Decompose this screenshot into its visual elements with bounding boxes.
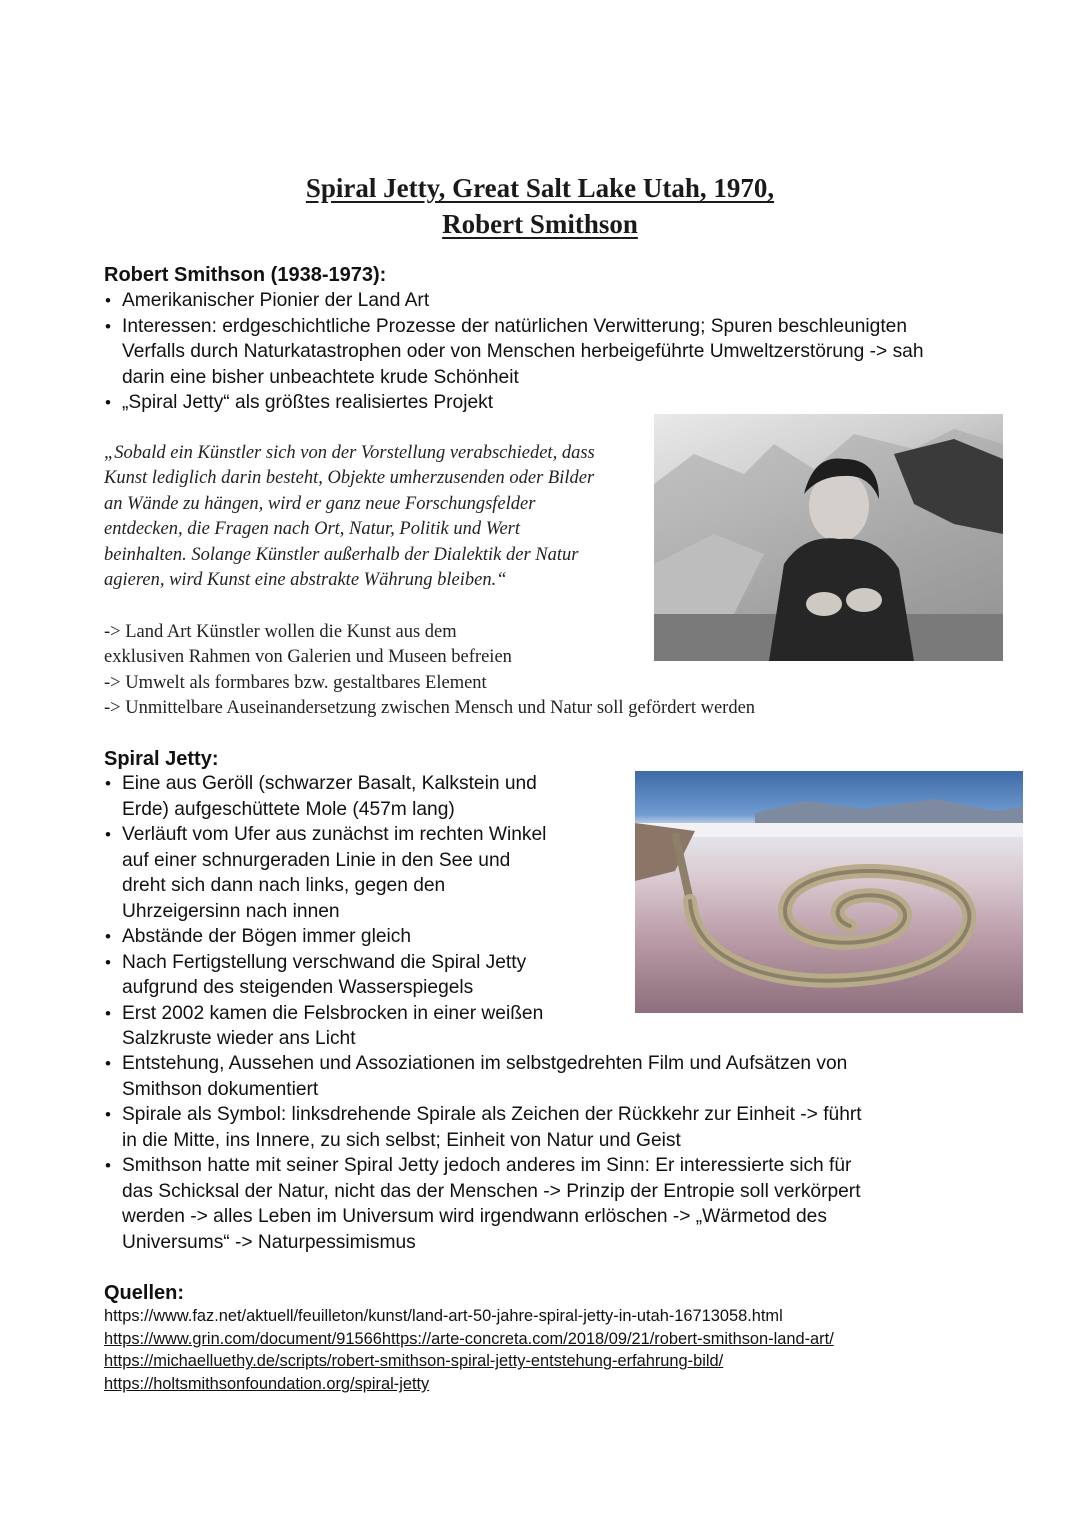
quote-line: agieren, wird Kunst eine abstrakte Währung bleiben.“ <box>104 570 507 591</box>
list-item <box>104 1001 624 1052</box>
list-item <box>104 1051 974 1102</box>
section-heading-spiral-jetty: Spiral Jetty: <box>104 748 219 770</box>
smithson-quote <box>104 441 624 593</box>
arrow-line: -> Umwelt als formbares bzw. gestaltbares Element <box>104 672 487 693</box>
list-item-line: • Spirale als Symbol: linksdrehende Spirale als Zeichen der Rückkehr zur Einheit -> führt <box>122 1104 862 1125</box>
document-title <box>0 170 1080 242</box>
list-item-line: das Schicksal der Natur, nicht das der Menschen -> Prinzip der Entropie soll verkörpert <box>122 1180 861 1202</box>
source-link[interactable]: https://www.grin.com/document/91566https://arte-concreta.com/2018/09/21/robert-smithson-land-art/ <box>104 1329 834 1348</box>
title-line-1: Spiral Jetty, Great Salt Lake Utah, 1970, <box>305 173 775 203</box>
list-item-line: in die Mitte, ins Innere, zu sich selbst; Einheit von Natur und Geist <box>122 1129 681 1151</box>
list-item: • „Spiral Jetty“ als größtes realisiertes Projekt <box>104 390 954 416</box>
source-link[interactable]: https://www.faz.net/aktuell/feuilleton/kunst/land-art-50-jahre-spiral-jetty-in-utah-16713058.html <box>104 1307 783 1325</box>
list-item-line: aufgrund des steigenden Wasserspiegels <box>122 977 474 998</box>
quote-line: „Sobald ein Künstler sich von der Vorstellung verabschiedet, dass <box>104 443 595 463</box>
section-heading-sources: Quellen: <box>104 1282 185 1304</box>
quote-line: an Wände zu hängen, wird er ganz neue Forschungsfelder <box>104 493 536 514</box>
list-item-line: auf einer schnurgeraden Linie in den See und <box>122 849 511 871</box>
quote-line: entdecken, die Fragen nach Ort, Natur, Politik und Wert <box>104 519 521 540</box>
list-item-line: • Erst 2002 kamen die Felsbrocken in einer weißen <box>122 1002 544 1024</box>
list-item-line: • Nach Fertigstellung verschwand die Spiral Jetty <box>122 951 527 973</box>
list-item <box>104 924 624 950</box>
source-link[interactable]: https://holtsmithsonfoundation.org/spiral-jetty <box>104 1375 430 1394</box>
list-item-line: werden -> alles Leben im Universum wird irgendwann erlöschen -> „Wärmetod des <box>122 1206 827 1227</box>
list-item <box>104 822 624 924</box>
source-link[interactable]: https://michaelluethy.de/scripts/robert-smithson-spiral-jetty-entstehung-erfahrung-bild/ <box>104 1352 724 1371</box>
list-item <box>104 950 624 1001</box>
sources-list <box>104 1305 834 1396</box>
list-item-line: Salzkruste wieder ans Licht <box>122 1028 356 1049</box>
list-item-line: • Entstehung, Aussehen und Assoziationen im selbstgedrehten Film und Aufsätzen von <box>122 1053 848 1074</box>
arrow-line: -> Unmittelbare Auseinandersetzung zwischen Mensch und Natur soll gefördert werden <box>104 698 756 719</box>
spiral-jetty-illustration <box>635 771 1023 1013</box>
arrow-line: exklusiven Rahmen von Galerien und Museen befreien <box>104 647 512 668</box>
smithson-bullet-list <box>104 288 954 416</box>
list-item-line: • Smithson hatte mit seiner Spiral Jetty jedoch anderes im Sinn: Er interessierte sich für <box>122 1155 852 1176</box>
list-item-line: Smithson dokumentiert <box>122 1078 319 1100</box>
list-item-line: dreht sich dann nach links, gegen den <box>122 875 446 896</box>
list-item <box>104 1102 974 1153</box>
quote-line: Kunst lediglich darin besteht, Objekte umherzusenden oder Bilder <box>104 468 595 489</box>
arrow-line: -> Land Art Künstler wollen die Kunst aus dem <box>104 622 457 642</box>
section-heading-smithson: Robert Smithson (1938-1973): <box>104 264 387 286</box>
list-item-line: • Eine aus Geröll (schwarzer Basalt, Kalkstein und <box>122 773 537 794</box>
land-art-conclusions <box>104 620 914 722</box>
spiral-jetty-photo <box>635 771 1023 1013</box>
list-item: • Amerikanischer Pionier der Land Art <box>104 288 954 314</box>
list-item-line: • Verläuft vom Ufer aus zunächst im rechten Winkel <box>122 824 547 845</box>
quote-line: beinhalten. Solange Künstler außerhalb der Dialektik der Natur <box>104 544 579 565</box>
list-item <box>104 771 624 822</box>
list-item-line: • Abstände der Bögen immer gleich <box>122 926 412 947</box>
list-item-line: Erde) aufgeschüttete Mole (457m lang) <box>122 798 455 820</box>
list-item-line: Uhrzeigersinn nach innen <box>122 900 340 922</box>
spiral-jetty-bullet-list-wide <box>104 1051 974 1255</box>
title-line-2: Robert Smithson <box>442 209 638 239</box>
spiral-jetty-bullet-list <box>104 771 624 1052</box>
list-item <box>104 1153 974 1255</box>
list-item-line: Universums“ -> Naturpessimismus <box>122 1231 416 1253</box>
list-item: • Interessen: erdgeschichtliche Prozesse der natürlichen Verwitterung; Spuren beschleunigten Verfalls durch Naturkatastrophen oder von Menschen herbeigeführte Umweltzerstörung -> sah darin eine bisher unbeachtete krude Schönheit <box>104 314 954 391</box>
